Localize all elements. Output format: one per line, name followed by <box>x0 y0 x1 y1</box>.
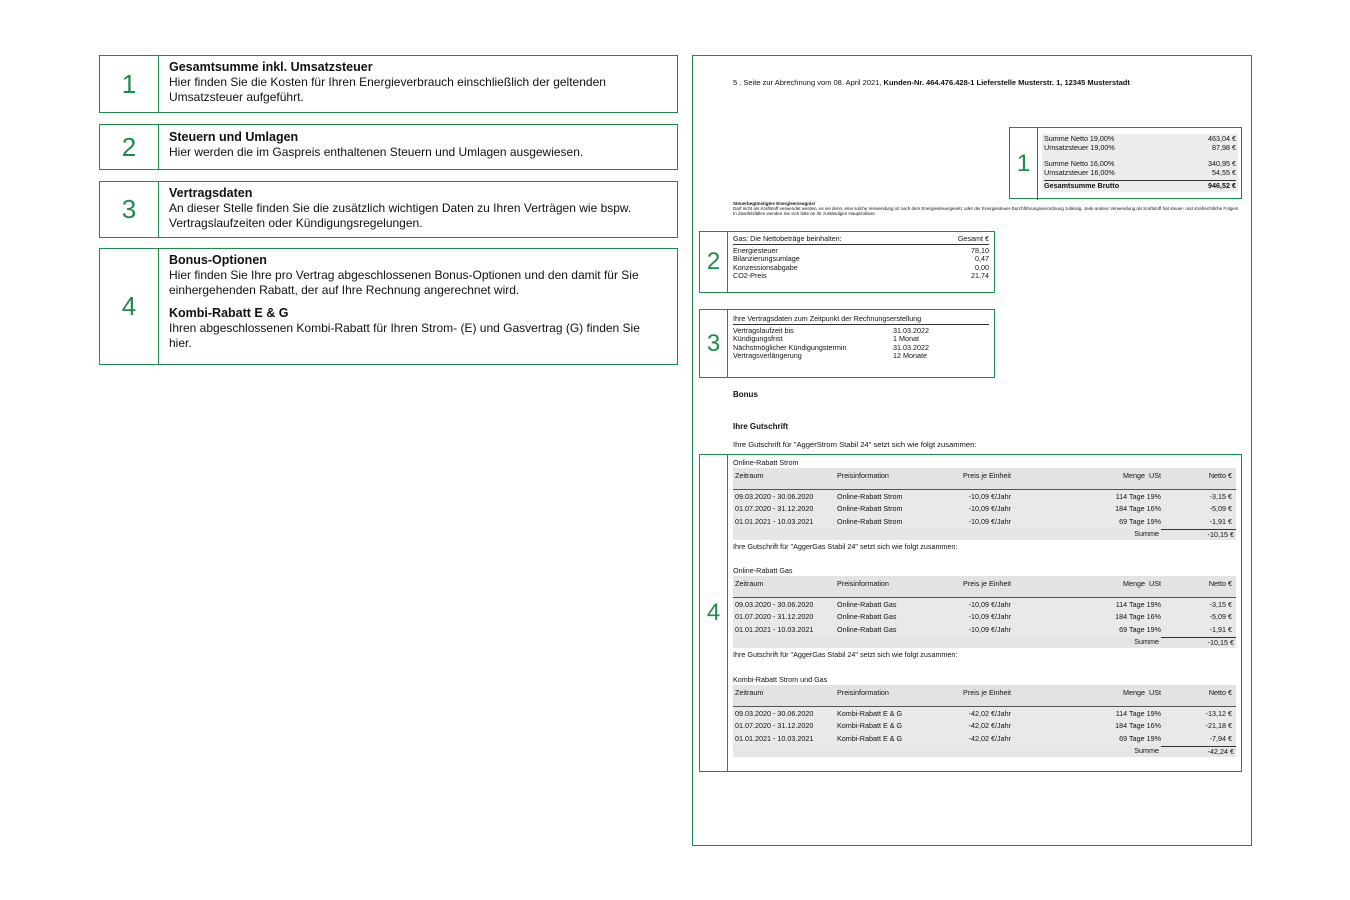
sum-value: -10,15 € <box>1161 529 1236 539</box>
cell-info: Online-Rabatt Gas <box>837 624 897 634</box>
bonus-section <box>733 566 1236 659</box>
cell-netto: -3,15 € <box>1209 491 1232 501</box>
legend-title-2: Kombi-Rabatt E & G <box>169 306 289 320</box>
cell-preis: -10,09 €/Jahr <box>968 504 1011 514</box>
credit-heading: Ihre Gutschrift <box>733 422 789 431</box>
contract-title: Ihre Vertragsdaten zum Zeitpunkt der Rechnungserstellung <box>733 315 989 325</box>
section-note: Ihre Gutschrift für "AggerGas Stabil 24" setzt sich wie folgt zusammen: <box>733 541 958 551</box>
header-prefix: 5 . Seite zur Abrechnung vom 08. April 2021, <box>733 78 882 87</box>
col-netto: Netto € <box>1208 471 1232 480</box>
cell-zeitraum: 01.07.2020 - 31.12.2020 <box>735 721 814 731</box>
col-menge: Menge USt <box>1123 579 1161 588</box>
legend-text-line: einhergehenden Rabatt, der auf Ihre Rechnung angerechnet wird. <box>169 283 520 297</box>
bonus-heading: Bonus <box>733 390 758 399</box>
cell-netto: -21,18 € <box>1205 721 1232 731</box>
taxes-head: Gas: Die Nettobeträge beinhalten: Gesamt € <box>733 234 989 243</box>
cell-zeitraum: 09.03.2020 - 30.06.2020 <box>735 599 814 609</box>
sum-label: Summe <box>1134 746 1159 755</box>
col-menge: Menge USt <box>1123 688 1161 697</box>
col-preisinfo: Preisinformation <box>837 579 889 588</box>
table-row <box>733 611 1236 624</box>
contract-row: Vertragsverlängerung 12 Monate <box>733 351 927 361</box>
legend-number: 2 <box>100 125 159 169</box>
box-number: 1 <box>1010 128 1038 200</box>
fine-print-text: Darf nicht als Kraftstoff verwendet werden, es sei denn, eine solche Verwendung ist nach dem Energiesteuergesetz oder der Energiesteuer-Durchführungsverordnung zulässig. Jede andere Verwendung als Kraftstoff hat steuer- und strafrechtliche Folgen! In Zweifelsfällen wenden Sie sich bitte an Ihr zuständiges Hauptzollamt. <box>733 206 1239 216</box>
legend-text-line: Ihren abgeschlossenen Kombi-Rabatt für Ihren Strom- (E) und Gasvertrag (G) finden Sie <box>169 321 640 335</box>
cell-netto: -1,91 € <box>1209 516 1232 526</box>
sum-label: Summe <box>1134 529 1159 538</box>
legend-box-3 <box>99 181 678 238</box>
legend-text-line: Hier werden die im Gaspreis enthaltenen Steuern und Umlagen ausgewiesen. <box>169 145 584 159</box>
cell-zeitraum: 01.01.2021 - 10.03.2021 <box>735 733 814 743</box>
table-row <box>733 515 1236 528</box>
cell-zeitraum: 01.07.2020 - 31.12.2020 <box>735 612 814 622</box>
table-row <box>733 732 1236 745</box>
col-zeitraum: Zeitraum <box>735 688 764 697</box>
legend-text-line: hier. <box>169 336 192 350</box>
cell-netto: -5,09 € <box>1209 612 1232 622</box>
legend-box-1 <box>99 55 678 113</box>
legend-number: 4 <box>100 249 159 364</box>
cell-menge: 184 Tage 16% <box>1115 504 1161 514</box>
legend-text-line: Hier finden Sie Ihre pro Vertrag abgeschlossenen Bonus-Optionen und den damit für Sie <box>169 268 639 282</box>
box-number: 2 <box>700 232 728 292</box>
cell-netto: -1,91 € <box>1209 624 1232 634</box>
col-preisinfo: Preisinformation <box>837 688 889 697</box>
legend-title: Bonus-Optionen <box>169 253 267 267</box>
contract-box <box>699 309 995 378</box>
legend-title: Steuern und Umlagen <box>169 130 299 144</box>
sum-row: Umsatzsteuer 19,00% 87,98 € <box>1044 142 1236 152</box>
cell-preis: -42,02 €/Jahr <box>968 733 1011 743</box>
cell-zeitraum: 09.03.2020 - 30.06.2020 <box>735 708 814 718</box>
cell-netto: -3,15 € <box>1209 599 1232 609</box>
box-number: 3 <box>700 310 728 377</box>
cell-zeitraum: 09.03.2020 - 30.06.2020 <box>735 491 814 501</box>
cell-info: Kombi-Rabatt E & G <box>837 708 903 718</box>
tax-row: Bilanzierungsumlage 0,47 <box>733 254 989 264</box>
table-row <box>733 720 1236 733</box>
legend-text-line: Umsatzsteuer aufgeführt. <box>169 90 304 104</box>
col-preisinfo: Preisinformation <box>837 471 889 480</box>
table-row <box>733 598 1236 611</box>
cell-info: Kombi-Rabatt E & G <box>837 733 903 743</box>
cell-menge: 69 Tage 19% <box>1119 733 1161 743</box>
cell-menge: 114 Tage 19% <box>1115 599 1161 609</box>
fine-print <box>733 201 1243 216</box>
table-header <box>733 468 1236 490</box>
box-number: 4 <box>700 455 728 771</box>
tax-row: CO2-Preis 21,74 <box>733 271 989 281</box>
bonus-section <box>733 458 1236 551</box>
section-title: Kombi-Rabatt Strom und Gas <box>733 675 828 684</box>
legend-text-line: Vertragslaufzeiten oder Kündigungsregelungen. <box>169 216 423 230</box>
cell-menge: 69 Tage 19% <box>1119 624 1161 634</box>
col-zeitraum: Zeitraum <box>735 579 764 588</box>
bonus-section <box>733 675 1236 757</box>
contract-row: Kündigungsfrist 1 Monat <box>733 334 919 344</box>
invoice-page <box>692 55 1252 846</box>
cell-info: Online-Rabatt Strom <box>837 491 903 501</box>
table-header <box>733 576 1236 598</box>
sum-box <box>1009 127 1242 199</box>
sum-row: Umsatzsteuer 16,00% 54,55 € <box>1044 167 1236 177</box>
legend-text-line: Hier finden Sie die Kosten für Ihren Energieverbrauch einschließlich der geltenden <box>169 75 606 89</box>
cell-zeitraum: 01.01.2021 - 10.03.2021 <box>735 624 814 634</box>
sum-total: Gesamtsumme Brutto 946,52 € <box>1044 181 1236 191</box>
table-row <box>733 503 1236 516</box>
sum-row <box>733 528 1236 540</box>
cell-menge: 114 Tage 19% <box>1115 491 1161 501</box>
cell-info: Online-Rabatt Gas <box>837 599 897 609</box>
cell-preis: -42,02 €/Jahr <box>968 721 1011 731</box>
sum-label: Summe <box>1134 637 1159 646</box>
tax-row: Konzessionsabgabe 0,00 <box>733 262 989 272</box>
sum-value: -42,24 € <box>1161 746 1236 756</box>
col-preis: Preis je Einheit <box>963 688 1011 697</box>
table-row <box>733 623 1236 636</box>
credit-intro: Ihre Gutschrift für "AggerStrom Stabil 24" setzt sich wie folgt zusammen: <box>733 440 977 449</box>
sum-row: Summe Netto 19,00% 463,04 € <box>1044 134 1236 143</box>
cell-netto: -13,12 € <box>1205 708 1232 718</box>
header-customer: Kunden-Nr. 464.476.428-1 Lieferstelle Musterstr. 1, 12345 Musterstadt <box>883 78 1130 87</box>
cell-menge: 184 Tage 16% <box>1115 612 1161 622</box>
table-row <box>733 490 1236 503</box>
cell-info: Online-Rabatt Gas <box>837 612 897 622</box>
col-netto: Netto € <box>1208 579 1232 588</box>
cell-netto: -7,94 € <box>1209 733 1232 743</box>
section-title: Online-Rabatt Strom <box>733 458 799 467</box>
col-preis: Preis je Einheit <box>963 471 1011 480</box>
col-netto: Netto € <box>1208 688 1232 697</box>
legend-number: 1 <box>100 56 159 112</box>
legend-text-line: An dieser Stelle finden Sie die zusätzlich wichtigen Daten zu Ihren Verträgen wie bspw. <box>169 201 632 215</box>
col-preis: Preis je Einheit <box>963 579 1011 588</box>
cell-netto: -5,09 € <box>1209 504 1232 514</box>
contract-row: Nächstmöglicher Kündigungstermin 31.03.2022 <box>733 342 929 352</box>
table-header <box>733 685 1236 707</box>
cell-preis: -10,09 €/Jahr <box>968 516 1011 526</box>
cell-preis: -42,02 €/Jahr <box>968 708 1011 718</box>
col-zeitraum: Zeitraum <box>735 471 764 480</box>
section-title: Online-Rabatt Gas <box>733 566 793 575</box>
sum-row: Summe Netto 16,00% 340,95 € <box>1044 159 1236 169</box>
legend-box-4 <box>99 248 678 365</box>
cell-info: Kombi-Rabatt E & G <box>837 721 903 731</box>
legend-box-2 <box>99 124 678 170</box>
legend-number: 3 <box>100 182 159 237</box>
cell-menge: 114 Tage 19% <box>1115 708 1161 718</box>
invoice-header <box>733 78 1130 87</box>
cell-menge: 69 Tage 19% <box>1119 516 1161 526</box>
tax-row: Energiesteuer 78,10 <box>733 245 989 255</box>
cell-preis: -10,09 €/Jahr <box>968 599 1011 609</box>
cell-info: Online-Rabatt Strom <box>837 504 903 514</box>
cell-preis: -10,09 €/Jahr <box>968 491 1011 501</box>
sum-value: -10,15 € <box>1161 637 1236 647</box>
col-menge: Menge USt <box>1123 471 1161 480</box>
cell-zeitraum: 01.01.2021 - 10.03.2021 <box>735 516 814 526</box>
cell-preis: -10,09 €/Jahr <box>968 624 1011 634</box>
sum-row <box>733 636 1236 648</box>
contract-row: Vertragslaufzeit bis 31.03.2022 <box>733 325 929 335</box>
sum-row <box>733 745 1236 757</box>
cell-menge: 184 Tage 16% <box>1115 721 1161 731</box>
table-row <box>733 707 1236 720</box>
legend-title: Vertragsdaten <box>169 186 253 200</box>
taxes-box <box>699 231 995 293</box>
fine-print-title: Steuerbegünstigtes Energieerzeugnis! <box>733 201 816 206</box>
section-note: Ihre Gutschrift für "AggerGas Stabil 24" setzt sich wie folgt zusammen: <box>733 649 958 659</box>
cell-info: Online-Rabatt Strom <box>837 516 903 526</box>
cell-zeitraum: 01.07.2020 - 31.12.2020 <box>735 504 814 514</box>
legend-title: Gesamtsumme inkl. Umsatzsteuer <box>169 60 373 74</box>
cell-preis: -10,09 €/Jahr <box>968 612 1011 622</box>
